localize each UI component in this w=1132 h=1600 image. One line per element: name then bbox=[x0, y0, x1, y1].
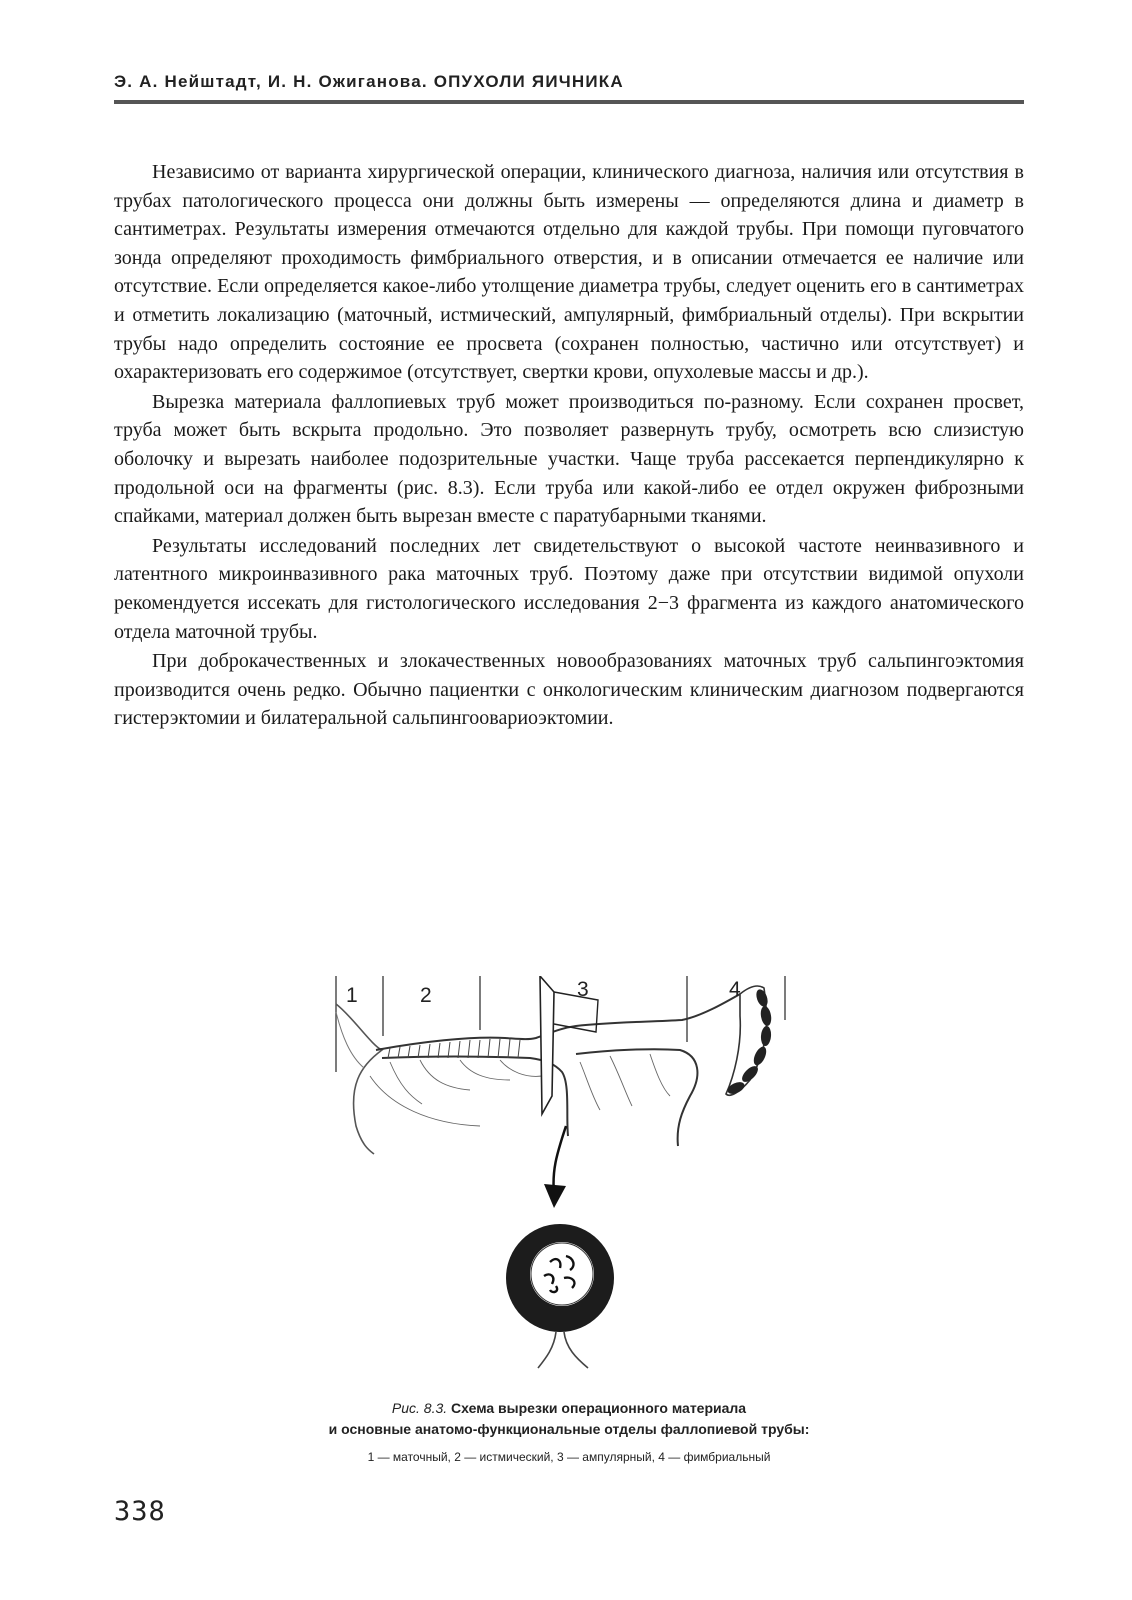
paragraph-4: При доброкачественных и злокачественных новообразованиях маточных труб сальпингоэктомия производится очень редко. Обычно пациентки с онкологическим клиническим диагнозом подвергаются гистерэктомии и билатеральной сальпингоовариоэктомии. bbox=[114, 650, 1024, 730]
section-number-1: 1 bbox=[346, 984, 358, 1007]
page-number: 338 bbox=[114, 1496, 166, 1527]
caption-legend: 1 — маточный, 2 — истмический, 3 — ампулярный, 4 — фимбриальный bbox=[367, 1450, 771, 1464]
fallopian-tube-figure bbox=[330, 976, 830, 1386]
arrow-shaft bbox=[554, 1126, 567, 1194]
cutting-blade bbox=[540, 976, 554, 1114]
mesosalpinx bbox=[370, 1054, 670, 1126]
paragraph-1: Независимо от варианта хирургической операции, клинического диагноза, наличия или отсутствия в трубах патологического процесса они должны быть измерены — определяются длина и диаметр в сантиметрах. Результаты измерения отмечаются отдельно для каждой трубы. При помощи пуговчатого зонда определяют проходимость фимбриального отверстия, и в описании отмечается ее наличие или отсутствие. Если определяется какое-либо утолщение диаметра трубы, следует оценить его в сантиметрах и отметить локализацию (маточный, истмический, ампулярный, фимбриальный отделы). При вскрытии трубы надо определить состояние ее просвета (сохранен полностью, частично или отсутствует) и охарактеризовать его содержимое (отсутствует, свертки крови, опухолевые массы и др.). bbox=[114, 161, 1024, 384]
tube-section-diagram bbox=[330, 976, 830, 1386]
section-number-3: 3 bbox=[577, 978, 589, 1001]
section-number-2: 2 bbox=[420, 984, 432, 1007]
caption-line-2: и основные анатомо-функциональные отделы фаллопиевой трубы: bbox=[328, 1421, 810, 1437]
header-rule bbox=[114, 100, 1024, 104]
uterine-wall bbox=[336, 1004, 382, 1154]
paragraph-3: Результаты исследований последних лет свидетельствуют о высокой частоте неинвазивного и латентного микроинвазивного рака маточных труб. Поэтому даже при отсутствии видимой опухоли рекомендуется иссекать для гистологического исследования 2−3 фрагмента из каждого анатомического отдела маточной трубы. bbox=[114, 534, 1024, 643]
caption-label: Рис. 8.3. bbox=[391, 1400, 448, 1416]
caption-line-1 bbox=[114, 1398, 1024, 1419]
tube-fringe bbox=[388, 1039, 520, 1058]
section-number-4: 4 bbox=[729, 978, 741, 1001]
caption-title: Схема вырезки операционного материала bbox=[451, 1400, 747, 1416]
arrow-head bbox=[544, 1184, 566, 1208]
paragraph-2: Вырезка материала фаллопиевых труб может производиться по-разному. Если сохранен просвет, труба может быть вскрыта продольно. Это позволяет развернуть трубу, осмотреть всю слизистую оболочку и вырезать наиболее подозрительные участки. Чаще труба рассекается перпендикулярно к продольной оси на фрагменты (рис. 8.3). Если труба или какой-либо ее отдел окружен фиброзными спайками, материал должен быть вырезан вместе с паратубарными тканями. bbox=[114, 390, 1024, 528]
tube-cross-section bbox=[506, 1224, 614, 1368]
tube-lower-contour bbox=[382, 1049, 697, 1146]
running-header: Э. А. Нейштадт, И. Н. Ожиганова. ОПУХОЛИ ЯИЧНИКА bbox=[114, 72, 624, 91]
body-text bbox=[114, 158, 1024, 733]
figure-caption bbox=[114, 1398, 1024, 1467]
fimbriae bbox=[726, 986, 773, 1096]
